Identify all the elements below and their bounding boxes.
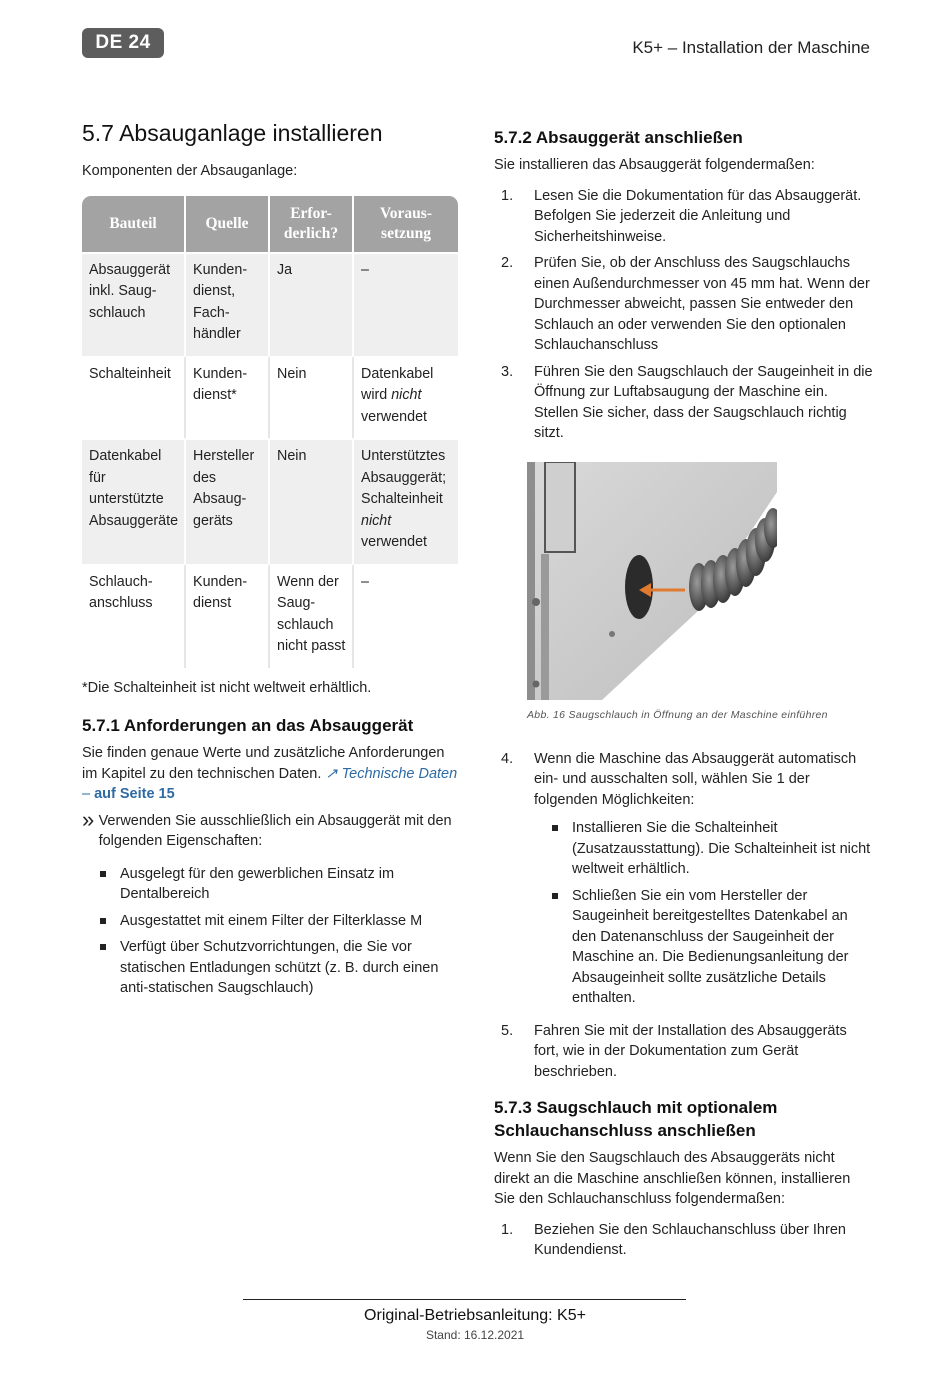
page-number-badge: DE 24 [82,28,164,58]
table-cell: Kunden- dienst* [186,356,270,439]
list-item: Schließen Sie ein vom Hersteller der Saugeinheit bereitgestelltes Datenkabel an den Datenanschluss der Saugeinheit der Maschine an. Die Bedienungsanleitung der Absaugeinheit sollte zusätzliche Details enthalten. [552,886,874,1009]
install-steps [494,186,874,444]
section-intro: Komponenten der Absauganlage: [82,163,298,179]
table-cell: – [354,252,458,356]
double-chevron-icon: » [82,806,95,832]
table-row [82,564,458,668]
instruction-note: » Verwenden Sie ausschließlich ein Absauggerät mit den folgenden Eigenschaften: [82,811,458,852]
table-footnote: *Die Schalteinheit ist nicht weltweit erhältlich. [82,679,372,696]
table-cell: Hersteller des Absaug- geräts [186,438,270,564]
column-header: Quelle [186,196,270,252]
section-intro: Wenn Sie den Saugschlauch des Absauggeräts nicht direkt an die Maschine anschließen können, installieren Sie den Schlauchanschluss folgendermaßen: [494,1150,851,1207]
list-item: 1. Lesen Sie die Dokumentation für das Absauggerät. Befolgen Sie jederzeit die Anleitung und Sicherheitshinweise. [501,187,862,245]
footer-divider [243,1299,686,1300]
footer-title: Original-Betriebsanleitung: K5+ [364,1307,586,1324]
section-heading-5-7-2: 5.7.2 Absauggerät anschließen [494,128,743,147]
table-row [82,438,458,564]
table-cell: Ja [270,252,354,356]
section-heading-5-7: 5.7 Absauganlage installieren [82,120,383,146]
list-item: Verfügt über Schutzvorrichtungen, die Sie vor statischen Entladungen schützt (z. B. durch einen anti-statischen Saugschlauch) [100,937,458,999]
list-item: 1. Beziehen Sie den Schlauchanschluss über Ihren Kundendienst. [501,1221,846,1258]
table-cell: Datenkabel für unterstützte Absauggeräte [82,438,186,564]
components-table [82,196,458,668]
table-cell: Nein [270,438,354,564]
column-header: Bauteil [82,196,186,252]
list-item: Installieren Sie die Schalteinheit (Zusatzausstattung). Die Schalteinheit ist nicht weltweit erhältlich. [552,818,874,880]
column-header: Erfor- derlich? [270,196,354,252]
table-cell: Schlauch- anschluss [82,564,186,668]
list-item: Ausgelegt für den gewerblichen Einsatz im Dentalbereich [100,864,458,905]
table-row [82,356,458,439]
table-cell: – [354,564,458,668]
figure-caption: Abb. 16 Saugschlauch in Öffnung an der Maschine einführen [527,708,828,721]
requirements-list [82,864,458,999]
list-item: Ausgestattet mit einem Filter der Filterklasse M [100,911,458,932]
table-cell: Unterstütztes Absauggerät; Schalteinheit nicht verwendet [354,438,458,564]
table-cell: Wenn der Saug- schlauch nicht passt [270,564,354,668]
table-cell: Kunden- dienst [186,564,270,668]
section-intro: Sie installieren das Absauggerät folgendermaßen: [494,157,815,173]
right-column [494,126,874,1267]
footer-date: Stand: 16.12.2021 [425,1328,525,1342]
section-heading-5-7-1: 5.7.1 Anforderungen an das Absauggerät [82,716,414,735]
table-header-row [82,196,458,252]
hose-illustration [527,462,777,700]
table-cell: Nein [270,356,354,439]
requirements-text: Sie finden genaue Werte und zusätzliche Anforderungen im Kapitel zu den technischen Daten. ↗ Technische Daten – auf Seite 15 [82,745,458,802]
list-item: 4. Wenn die Maschine das Absauggerät automatisch ein- und ausschalten soll, wählen Sie 1 der folgenden Möglichkeiten: Installieren Sie die Schalteinheit (Zusatzausstattung). Die Schalteinheit ist nicht weltweit erhältlich. Schließen Sie ein vom Hersteller der Saugeinheit bereitgestelltes Datenkabel an den Datenanschluss der Saugeinheit der Maschine an. Die Bedienungsanleitung der Absaugeinheit sollte zusätzliche Details enthalten. [494,749,874,1015]
running-header: K5+ – Installation der Maschine [632,38,870,57]
section-heading-5-7-3: 5.7.3 Saugschlauch mit optionalem Schlauchanschluss anschließen [494,1098,778,1140]
option-list [534,818,874,1009]
left-column [82,120,458,1005]
hose-connector-steps [494,1220,874,1261]
table-row [82,252,458,356]
install-steps-continued [494,749,874,1083]
table-cell: Schalteinheit [82,356,186,439]
table-cell: Datenkabel wird nicht verwendet [354,356,458,439]
external-link-icon: ↗ [325,765,338,782]
list-item: 2. Prüfen Sie, ob der Anschluss des Saugschlauchs einen Außendurchmesser von 45 mm hat. Wenn der Durchmesser abweicht, passen Sie entweder den Schlauch an oder verwenden Sie den optionalen Schlauchanschluss [501,255,870,353]
table-cell: Kunden- dienst, Fach- händler [186,252,270,356]
column-header: Voraus- setzung [354,196,458,252]
technical-data-link[interactable]: ↗ Technische Daten – auf Seite 15 [82,765,458,802]
table-cell: Absauggerät inkl. Saug- schlauch [82,252,186,356]
list-item: 3. Führen Sie den Saugschlauch der Saugeinheit in die Öffnung zur Luftabsaugung der Maschine ein. Stellen Sie sicher, dass der Saugschlauch richtig sitzt. [501,363,873,441]
list-item: 5. Fahren Sie mit der Installation des Absauggeräts fort, wie in der Dokumentation zum Gerät beschrieben. [501,1022,847,1080]
